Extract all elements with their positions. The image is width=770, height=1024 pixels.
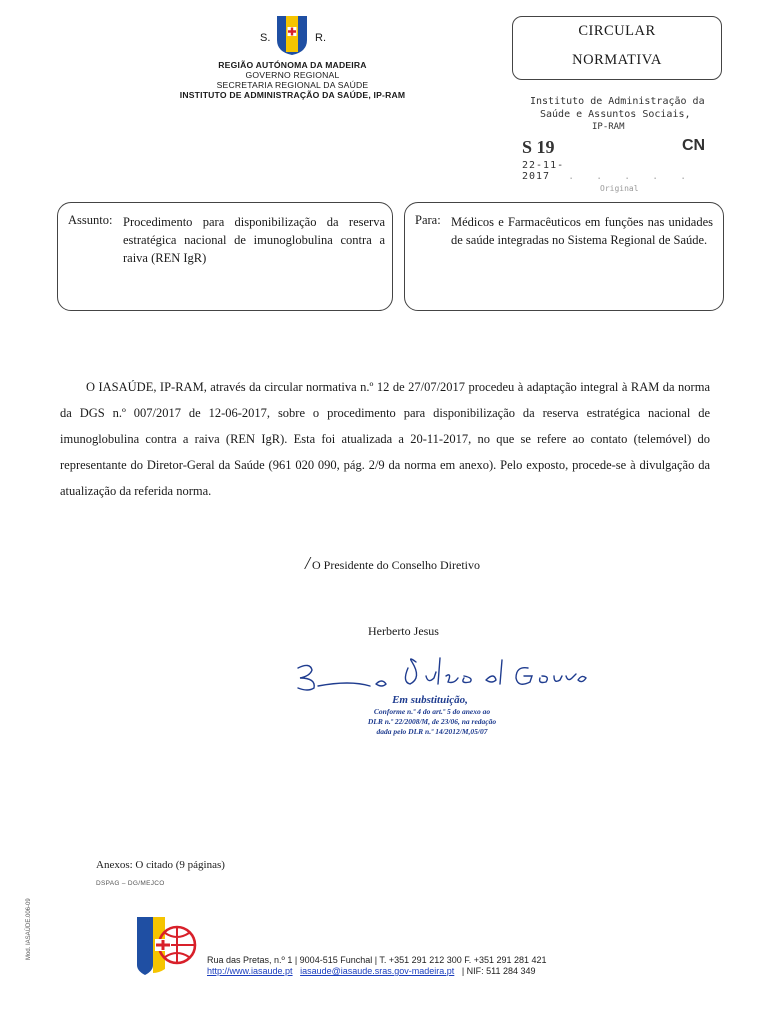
handwritten-signature bbox=[290, 648, 590, 698]
region-name: REGIÃO AUTÓNOMA DA MADEIRA bbox=[218, 60, 367, 70]
footer bbox=[207, 955, 547, 977]
recipient-text: Médicos e Farmacêuticos em funções nas unidades de saúde integradas no Sistema Regional de Saúde. bbox=[451, 215, 713, 247]
footer-address: Rua das Pretas, n.º 1 | 9004-515 Funchal | T. +351 291 212 300 F. +351 291 281 421 bbox=[207, 955, 547, 965]
president-title bbox=[305, 553, 480, 574]
iasaude-logo-icon bbox=[135, 913, 201, 977]
recipient-label: Para: bbox=[415, 213, 441, 227]
substitution-line3: dada pelo DLR n.º 14/2012/M,05/07 bbox=[376, 727, 488, 736]
signer-name: Herberto Jesus bbox=[368, 624, 439, 638]
stamp-line3: IP-RAM bbox=[592, 122, 625, 132]
substitution-line1: Conforme n.º 4 do art.º 5 do anexo ao bbox=[373, 707, 491, 716]
recipient-box bbox=[404, 202, 724, 311]
substitution-stamp bbox=[340, 694, 520, 737]
email-link[interactable]: iasaude@iasaude.sras.gov-madeira.pt bbox=[300, 966, 455, 976]
annexes-label: Anexos: O citado (9 páginas) bbox=[96, 859, 225, 871]
madeira-coat-of-arms-icon bbox=[275, 14, 309, 56]
document-type-line2: NORMATIVA bbox=[572, 52, 662, 68]
document-reference: DSPAG – DG/MEJCO bbox=[96, 880, 165, 887]
government-name: GOVERNO REGIONAL bbox=[245, 70, 340, 80]
subject-box bbox=[57, 202, 393, 311]
stamp-line2: Saúde e Assuntos Sociais, bbox=[540, 109, 691, 120]
institute-name: INSTITUTO DE ADMINISTRAÇÃO DA SAÚDE, IP-RAM bbox=[179, 90, 406, 100]
stamp-original: Original bbox=[600, 184, 639, 193]
stamp-date: 22-11-2017 bbox=[522, 160, 565, 182]
registry-stamp: Instituto de Administração da Saúde e Assuntos Sociais, IP-RAM S 19 CN 22-11-2017 ..... Original bbox=[522, 95, 722, 193]
letterhead bbox=[150, 28, 435, 100]
letter-r: R. bbox=[315, 32, 326, 44]
body-paragraph: O IASAÚDE, IP-RAM, através da circular normativa n.º 12 de 27/07/2017 procedeu à adaptação integral à RAM da norma da DGS n.º 007/2017 de 12-06-2017, sobre o procedimento para disponibilização da reserva estratégica nacional de imunoglobulina contra a raiva (REN IgR). Esta foi atualizada a 20-11-2017, no que se refere ao contato (telemóvel) do representante do Diretor-Geral da Saúde (961 020 090, pág. 2/9 da norma em anexo). Pelo exposto, procede-se à divulgação da atualização da referida norma. bbox=[60, 380, 710, 498]
president-text: O Presidente do Conselho Diretivo bbox=[312, 558, 480, 572]
stamp-code: CN bbox=[682, 137, 706, 154]
subject-text: Procedimento para disponibilização da reserva estratégica nacional de imunoglobulina contra a raiva (REN IgR) bbox=[123, 215, 385, 265]
slash-mark: / bbox=[305, 553, 311, 573]
stamp-number: S 19 bbox=[522, 137, 555, 157]
document-type-box bbox=[512, 16, 722, 80]
substitution-line2: DLR n.º 22/2008/M, de 23/06, na redação bbox=[367, 717, 497, 726]
stamp-line1: Instituto de Administração da bbox=[530, 96, 705, 107]
document-type-line1: CIRCULAR bbox=[578, 23, 656, 39]
secretariat-name: SECRETARIA REGIONAL DA SAÚDE bbox=[216, 80, 369, 90]
subject-label: Assunto: bbox=[68, 213, 113, 227]
form-model-code: Mod. IASAÚDE.006-09 bbox=[26, 898, 32, 960]
substitution-title: Em substituição, bbox=[392, 694, 468, 706]
website-link[interactable]: http://www.iasaude.pt bbox=[207, 966, 293, 976]
nif-number: | NIF: 511 284 349 bbox=[461, 966, 536, 976]
letter-s: S. bbox=[260, 32, 271, 44]
